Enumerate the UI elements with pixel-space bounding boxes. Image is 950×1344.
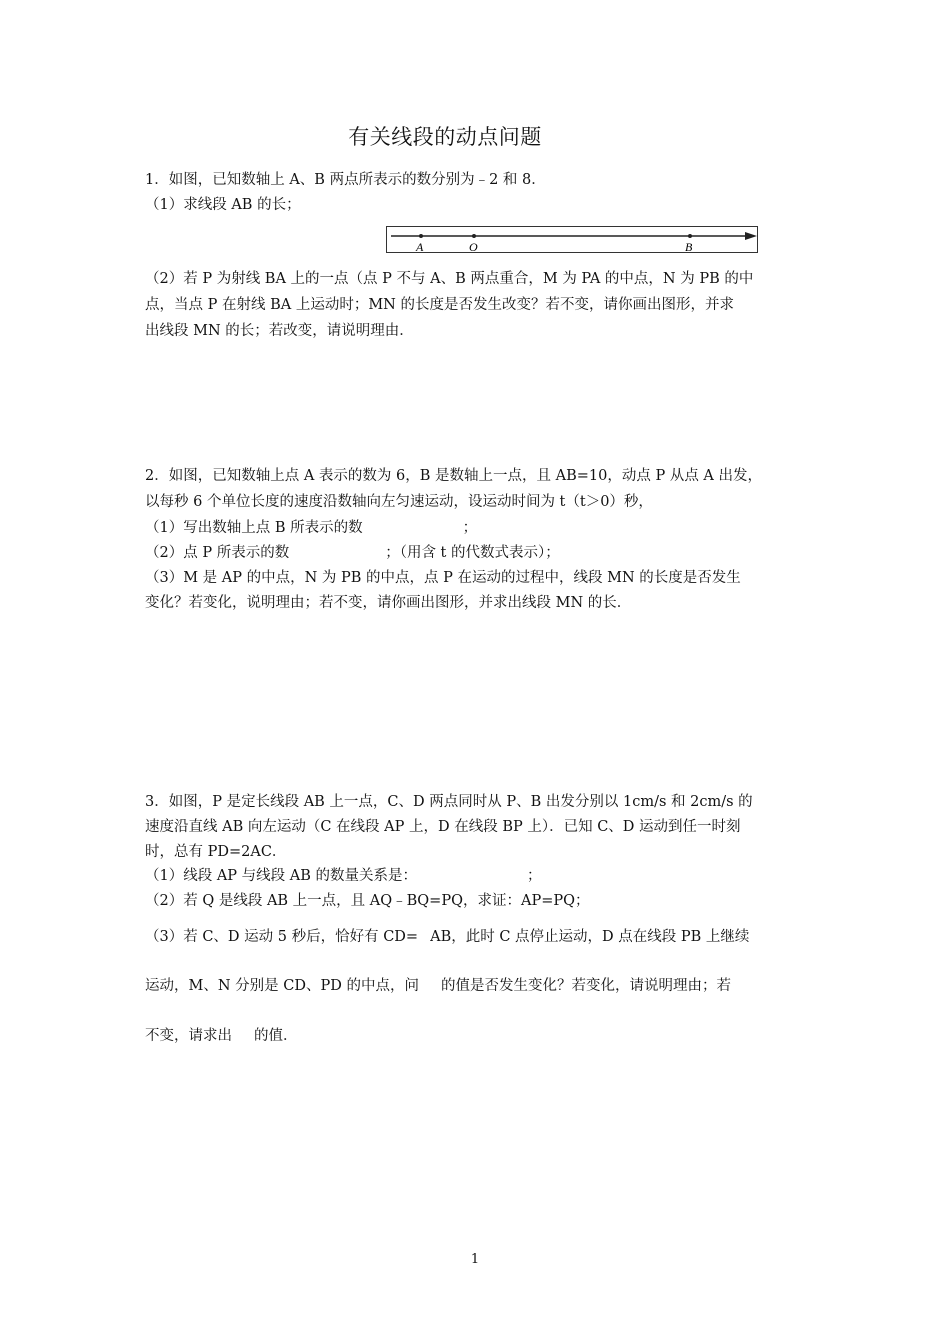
- q3-part2: （2）若 Q 是线段 AB 上一点，且 AQ﹣BQ=PQ，求证：AP=PQ；: [145, 893, 590, 909]
- q2-part1: （1）写出数轴上点 B 所表示的数 ；: [145, 520, 478, 536]
- point-b: [688, 234, 692, 238]
- axis-arrow: [745, 232, 757, 240]
- q2-part2-text: （2）点 P 所表示的数: [145, 545, 290, 561]
- q1-part2-line2: 点，当点 P 在射线 BA 上运动时；MN 的长度是否发生改变？若不变，请你画出图形，并求: [145, 297, 734, 313]
- q1-part1: （1）求线段 AB 的长；: [145, 197, 301, 213]
- number-line-figure: [386, 226, 758, 253]
- q3-line2: 速度沿直线 AB 向左运动（C 在线段 AP 上，D 在线段 BP 上）．已知 C、D 运动到任一时刻: [145, 819, 741, 835]
- q2-line1: 2．如图，已知数轴上点 A 表示的数为 6，B 是数轴上一点，且 AB=10，动点 P 从点 A 出发，: [145, 468, 763, 484]
- q3-line3: 时，总有 PD=2AC．: [145, 844, 287, 860]
- q3-part3-line3: 不变，请求出 的值．: [145, 1028, 298, 1044]
- q2-part3-line2: 变化？若变化，说明理由；若不变，请你画出图形，并求出线段 MN 的长．: [145, 595, 632, 611]
- page-title: 有关线段的动点问题: [348, 125, 542, 149]
- q1-stem: 1．如图，已知数轴上 A、B 两点所表示的数分别为﹣2 和 8．: [145, 172, 546, 188]
- q2-part3-line1: （3）M 是 AP 的中点，N 为 PB 的中点，点 P 在运动的过程中，线段 MN 的长度是否发生: [145, 570, 741, 586]
- label-a: A: [416, 240, 424, 254]
- q3-part1-text: （1）线段 AP 与线段 AB 的数量关系是：: [145, 868, 418, 884]
- q2-line2: 以每秒 6 个单位长度的速度沿数轴向左匀速运动，设运动时间为 t（t＞0）秒，: [145, 494, 653, 510]
- q3-part3-line2: 运动，M、N 分别是 CD、PD 的中点，问 的值是否发生变化？若变化，请说明理由；若: [145, 978, 731, 994]
- q2-part2: （2）点 P 所表示的数 ；（用含 t 的代数式表示）；: [145, 545, 560, 561]
- page-number: 1: [470, 1252, 480, 1267]
- q1-part2-line1: （2）若 P 为射线 BA 上的一点（点 P 不与 A、B 两点重合，M 为 PA 的中点，N 为 PB 的中: [145, 271, 754, 287]
- q2-part1-text: （1）写出数轴上点 B 所表示的数: [145, 520, 363, 536]
- label-b: B: [685, 240, 693, 254]
- q3-part1: （1）线段 AP 与线段 AB 的数量关系是： ；: [145, 868, 542, 884]
- point-o: [472, 234, 476, 238]
- q3-part3-line1: （3）若 C、D 运动 5 秒后，恰好有 CD= AB，此时 C 点停止运动，D 点在线段 PB 上继续: [145, 929, 750, 945]
- point-a: [419, 234, 423, 238]
- label-o: O: [469, 240, 478, 254]
- q3-line1: 3．如图，P 是定长线段 AB 上一点，C、D 两点同时从 P、B 出发分别以 1cm/s 和 2cm/s 的: [145, 794, 753, 810]
- q1-part2-line3: 出线段 MN 的长；若改变，请说明理由．: [145, 323, 414, 339]
